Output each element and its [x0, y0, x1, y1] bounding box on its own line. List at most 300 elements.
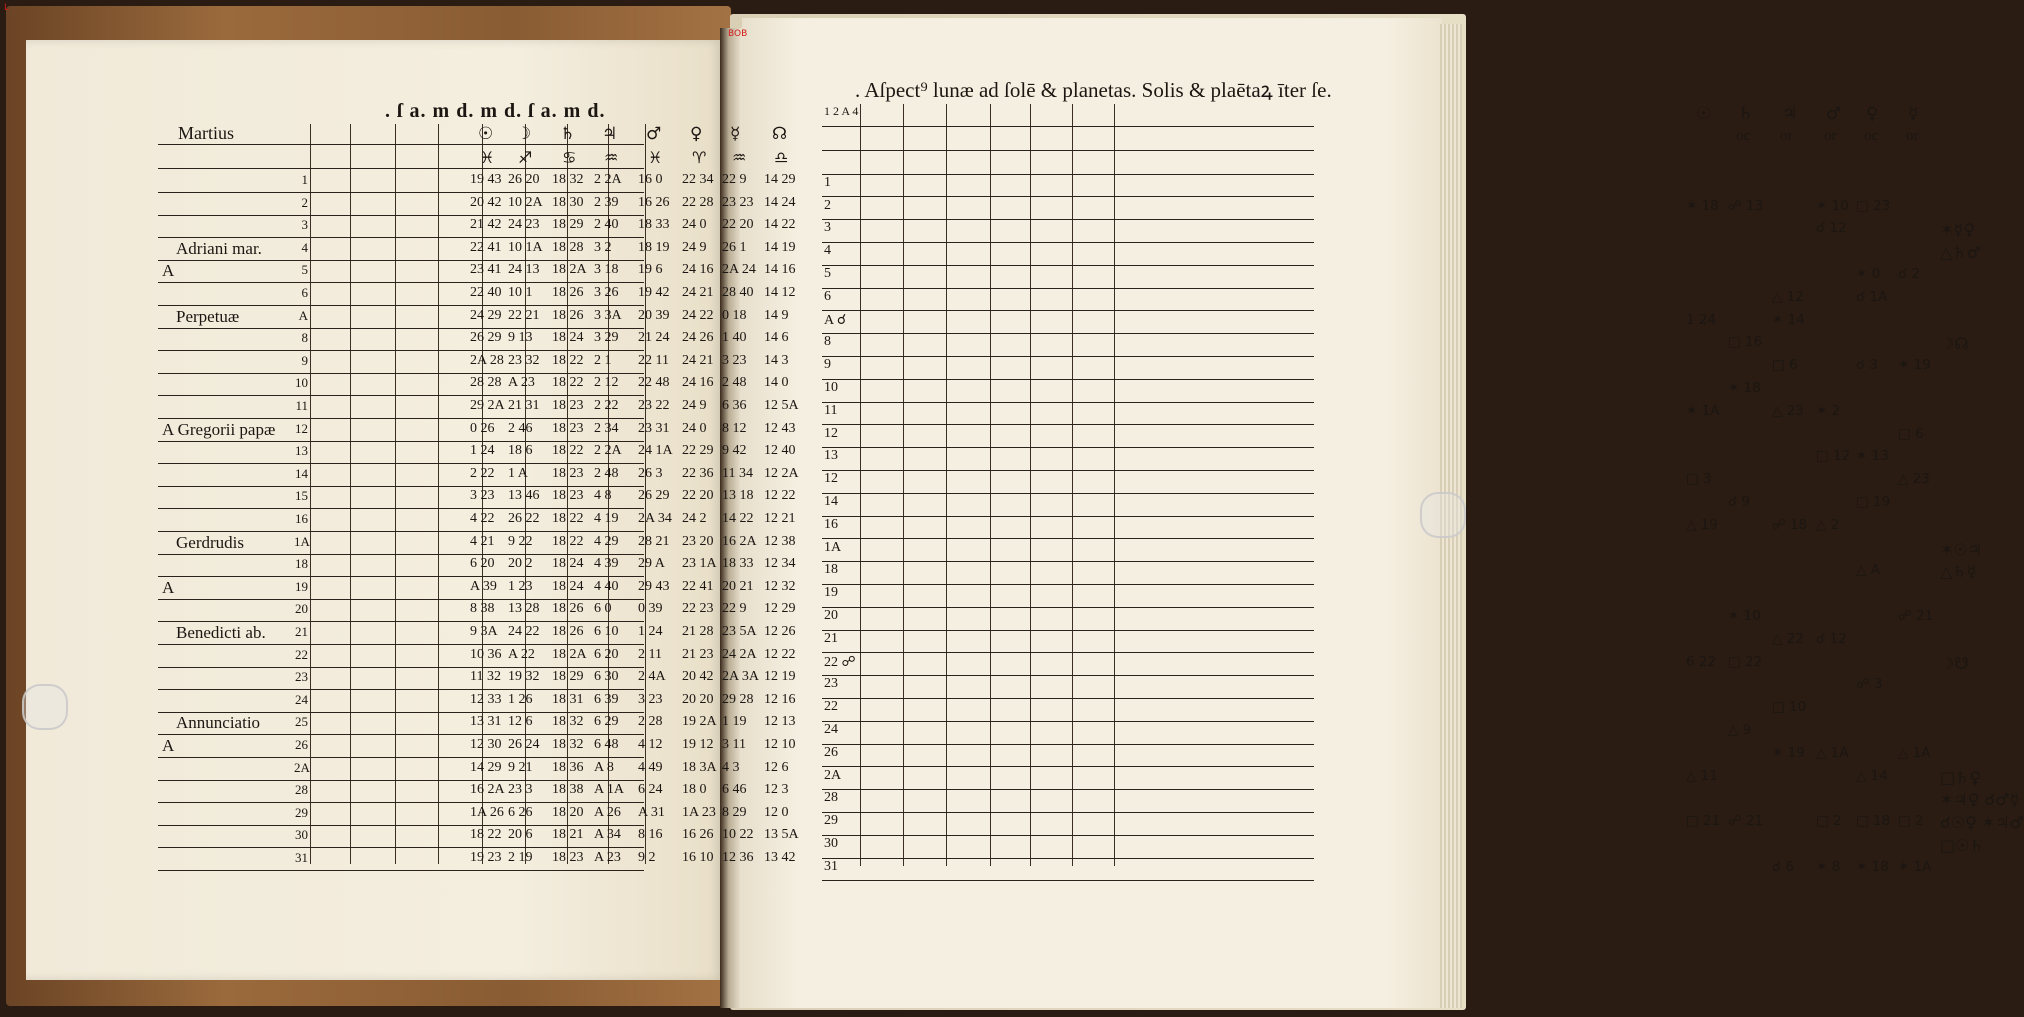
- ephemeris-value: 4 29: [594, 533, 619, 549]
- ephemeris-value: 18 2A: [552, 646, 587, 662]
- day-number: 5: [824, 266, 831, 281]
- aspect-value: 6 22: [1686, 653, 1717, 670]
- ephemeris-value: 19 2A: [682, 714, 717, 730]
- table-row: [158, 419, 796, 442]
- ephemeris-value: 2 40: [594, 217, 619, 233]
- aspect-value: □ 2: [1898, 813, 1924, 830]
- day-number: 8: [301, 330, 308, 346]
- day-number: 22 ☍: [824, 654, 856, 670]
- table-row: [158, 509, 796, 532]
- table-row: [158, 306, 789, 329]
- month-label: Martius: [178, 123, 234, 143]
- ephemeris-value: 10 1A: [508, 239, 543, 255]
- ephemeris-value: 2 48: [722, 375, 747, 391]
- aspects-row: [822, 469, 1930, 494]
- ephemeris-value: 18 26: [552, 624, 584, 639]
- aspect-value: □ 19: [1856, 494, 1891, 510]
- ephemeris-value: 8 29: [722, 804, 747, 820]
- aspect-value: □ 18: [1856, 813, 1891, 830]
- ephemeris-value: 18 26: [552, 307, 584, 323]
- ephemeris-value: 12 6: [764, 759, 789, 775]
- ephemeris-value: 14 16: [764, 262, 796, 278]
- ephemeris-value: 24 9: [682, 239, 707, 255]
- ephemeris-value: 12 0: [764, 804, 789, 820]
- ephemeris-value: 16 2A: [470, 782, 505, 798]
- ephemeris-value: 11 32: [470, 669, 501, 685]
- ephemeris-value: 24 22: [682, 307, 714, 323]
- ephemeris-value: 28 28: [470, 375, 502, 391]
- planet-symbol: ♂: [646, 124, 662, 144]
- day-number: 29: [295, 804, 308, 820]
- aspect-value: △ 1A: [1898, 744, 1931, 761]
- ephemeris-value: 12 3: [764, 782, 789, 798]
- table-row: [158, 441, 796, 464]
- aspects-row: [822, 811, 2024, 836]
- ephemeris-value: 13 31: [470, 714, 502, 730]
- ephemeris-value: 2 22: [594, 398, 619, 413]
- ephemeris-value: 26 20: [508, 172, 540, 187]
- ephemeris-value: 2 46: [508, 420, 533, 436]
- ephemeris-value: 6 39: [594, 691, 619, 707]
- ephemeris-value: 14 29: [470, 759, 502, 775]
- day-number: 26: [824, 744, 838, 760]
- ephemeris-value: 23 5A: [722, 624, 757, 639]
- saint-name: A: [162, 261, 175, 281]
- ephemeris-value: 12 34: [764, 556, 796, 572]
- ephemeris-value: 18 0: [682, 782, 707, 798]
- table-row: [158, 238, 796, 261]
- day-number: 23: [295, 669, 308, 685]
- ephemeris-value: 12 30: [470, 737, 502, 752]
- aspect-direction: or: [1780, 128, 1793, 144]
- ephemeris-value: 20 6: [508, 827, 533, 843]
- ephemeris-value: 20 21: [722, 578, 754, 594]
- table-row: [158, 554, 796, 577]
- aspects-row: [822, 150, 1314, 175]
- ephemeris-value: 24 21: [682, 352, 714, 368]
- day-number: 1: [301, 172, 308, 187]
- ephemeris-value: 19 12: [682, 737, 714, 752]
- ephemeris-value: 12 32: [764, 578, 796, 594]
- ephemeris-value: 1 24: [638, 624, 663, 639]
- planet-symbol: ♃: [602, 124, 618, 144]
- ephemeris-value: 14 19: [764, 239, 796, 255]
- table-row: [158, 848, 796, 871]
- ephemeris-value: 18 23: [552, 398, 584, 413]
- table-row: [158, 215, 796, 238]
- day-number: 16: [295, 511, 308, 526]
- day-number: 22: [824, 699, 838, 715]
- planet-symbol: ☽: [516, 124, 532, 144]
- ephemeris-value: 9 22: [508, 533, 533, 549]
- day-number: 2: [301, 194, 308, 210]
- aspects-row: [822, 652, 1969, 677]
- ephemeris-value: 16 10: [682, 850, 714, 865]
- table-row: [158, 599, 796, 622]
- aspect-value: □ 2: [1816, 813, 1842, 830]
- aspect-value: ☌ 9: [1728, 494, 1750, 510]
- ephemeris-value: 18 22: [552, 375, 584, 391]
- ephemeris-value: 1A 26: [470, 804, 504, 820]
- ephemeris-value: 19 23: [470, 850, 502, 865]
- ephemeris-value: 16 26: [638, 194, 670, 210]
- table-row: [158, 260, 796, 283]
- table-row: [158, 283, 796, 306]
- ephemeris-value: 3 11: [722, 737, 746, 752]
- page-clip-right: [1420, 492, 1466, 538]
- aspects-row: [822, 697, 1807, 722]
- aspects-row: [822, 560, 1977, 585]
- ephemeris-value: 18 3A: [682, 759, 717, 775]
- ephemeris-value: 18 22: [552, 533, 584, 549]
- ephemeris-value: 21 24: [638, 330, 670, 346]
- ephemeris-value: 14 22: [722, 511, 754, 526]
- ephemeris-value: 6 36: [722, 398, 747, 413]
- ephemeris-value: 21 23: [682, 646, 714, 662]
- ephemeris-value: 0 18: [722, 307, 747, 323]
- saint-name: Benedicti ab.: [176, 623, 266, 642]
- ephemeris-value: 12 33: [470, 691, 502, 707]
- ephemeris-value: A 1A: [594, 782, 624, 798]
- ephemeris-value: 12 6: [508, 714, 533, 730]
- day-number: 14: [295, 465, 308, 481]
- table-row: [158, 690, 796, 713]
- ephemeris-value: 28 40: [722, 285, 754, 300]
- aspects-row: [822, 424, 1924, 449]
- planet-symbol: ☿: [1908, 104, 1919, 124]
- ephemeris-value: 18 21: [552, 827, 584, 843]
- ephemeris-value: 14 22: [764, 217, 796, 233]
- ephemeris-value: 18 31: [552, 691, 584, 707]
- ephemeris-value: 24 22: [508, 624, 540, 639]
- aspect-value: □ 16: [1728, 334, 1763, 351]
- ephemeris-value: 18 22: [552, 443, 584, 459]
- ephemeris-value: 13 28: [508, 601, 540, 617]
- ephemeris-value: 26 29: [470, 330, 502, 346]
- ephemeris-value: 19 6: [638, 262, 663, 278]
- ephemeris-value: 4 8: [594, 488, 612, 504]
- ephemeris-value: 12 22: [764, 488, 796, 504]
- ephemeris-value: 6 10: [594, 624, 619, 639]
- ephemeris-value: 12 5A: [764, 398, 799, 413]
- ephemeris-value: 22 28: [682, 194, 714, 210]
- ephemeris-value: 13 18: [722, 488, 754, 504]
- aspect-value: △ 12: [1772, 288, 1804, 305]
- aspects-row: [822, 515, 1840, 540]
- ephemeris-value: A 26: [594, 804, 621, 820]
- aspect-value: □ 6: [1898, 425, 1924, 442]
- corner-mark-right: BOB: [728, 29, 748, 39]
- aspects-row: [822, 401, 1841, 426]
- ephemeris-value: 12 22: [764, 646, 796, 662]
- ephemeris-value: 23 23: [722, 194, 754, 210]
- aspects-row: [822, 310, 1805, 335]
- ephemeris-value: 2 12: [594, 375, 619, 391]
- ephemeris-value: 18 28: [552, 239, 584, 255]
- ephemeris-value: 24 26: [682, 330, 714, 346]
- ephemeris-value: 0 26: [470, 420, 495, 436]
- ephemeris-value: 22 41: [470, 239, 502, 255]
- ephemeris-value: 24 0: [682, 217, 707, 233]
- ephemeris-value: 1 40: [722, 330, 747, 346]
- table-row: [158, 193, 796, 216]
- ephemeris-value: 21 28: [682, 624, 714, 639]
- aspect-value: ✶ 14: [1772, 311, 1805, 328]
- day-number: 11: [824, 402, 838, 418]
- ephemeris-value: 22 36: [682, 465, 714, 481]
- ephemeris-value: 22 9: [722, 601, 747, 617]
- planet-symbol: ☉: [1696, 104, 1712, 124]
- planet-symbol: ♀: [1866, 104, 1879, 124]
- aspect-value: ✶ 18: [1856, 858, 1889, 875]
- day-number: 10: [295, 375, 308, 391]
- ephemeris-value: 29 43: [638, 578, 670, 594]
- day-number: 24: [295, 691, 308, 707]
- ephemeris-value: 14 29: [764, 172, 796, 187]
- planet-symbol: ☿: [730, 124, 741, 144]
- aspect-value: ☌☉♀ ✶♃♂: [1940, 813, 2024, 833]
- ephemeris-value: 22 40: [470, 285, 502, 300]
- ephemeris-value: 10 36: [470, 646, 502, 662]
- ephemeris-value: 2 34: [594, 420, 619, 436]
- aspects-row: [822, 241, 1981, 266]
- aspects-row: [822, 674, 1883, 699]
- aspect-value: □☉♄: [1940, 836, 1984, 855]
- table-row: [158, 373, 789, 396]
- table-row: [158, 780, 789, 803]
- ephemeris-value: 14 12: [764, 285, 796, 300]
- aspect-direction: oc: [1864, 128, 1879, 144]
- aspects-row: [822, 857, 1932, 882]
- day-number: 30: [824, 836, 838, 851]
- ephemeris-value: 4 12: [638, 737, 663, 752]
- aspect-value: ✶ 10: [1728, 608, 1761, 624]
- ephemeris-value: 26 22: [508, 511, 540, 526]
- ephemeris-value: 18 32: [552, 172, 584, 187]
- aspects-row: [822, 218, 1975, 243]
- ephemeris-value: 21 42: [470, 217, 502, 233]
- aspects-row: [822, 378, 1761, 403]
- ephemeris-value: 6 29: [594, 714, 619, 730]
- aspect-value: ☌ 3: [1856, 357, 1878, 374]
- ephemeris-value: 2 11: [638, 646, 662, 662]
- zodiac-sign-symbol: ♒: [732, 148, 747, 167]
- ephemeris-value: 18 6: [508, 443, 533, 459]
- month-label: 1 2 A 4: [824, 104, 859, 118]
- ephemeris-value: 6 48: [594, 737, 619, 752]
- ephemeris-value: 23 1A: [682, 556, 717, 572]
- aspect-value: ☽☊: [1940, 334, 1969, 354]
- table-row: [158, 170, 796, 193]
- ephemeris-value: 24 21: [682, 285, 714, 300]
- day-number: 6: [824, 288, 831, 304]
- ephemeris-value: 18 38: [552, 782, 584, 798]
- ephemeris-value: 8 38: [470, 601, 495, 617]
- ephemeris-value: 11 34: [722, 465, 753, 481]
- ephemeris-value: 20 20: [682, 691, 714, 707]
- ephemeris-value: 23 20: [682, 533, 714, 549]
- aspect-value: ☍ 13: [1728, 197, 1764, 214]
- table-row: [158, 464, 799, 487]
- table-row: [158, 667, 796, 690]
- aspects-row: [822, 629, 1847, 654]
- day-number: 1A: [824, 539, 842, 555]
- ephemeris-value: 9 42: [722, 443, 747, 459]
- ephemeris-value: 1 23: [508, 578, 533, 594]
- ephemeris-value: 12 40: [764, 443, 796, 459]
- ephemeris-value: 12 10: [764, 737, 796, 752]
- right-page-header: . Aſpect⁹ lunæ ad ſolē & planetas. Solis & plaētaꝝ īter ſe.: [855, 78, 1332, 102]
- aspect-value: △ 19: [1686, 516, 1718, 533]
- ephemeris-value: 4 21: [470, 533, 495, 549]
- aspect-value: ☍ 3: [1856, 676, 1883, 693]
- day-number: 21: [295, 624, 308, 639]
- day-number: 3: [824, 220, 831, 236]
- aspect-value: △♄☿: [1940, 562, 1977, 582]
- day-number: 3: [301, 217, 308, 233]
- table-row: [158, 825, 799, 848]
- aspects-header-row: [822, 102, 1919, 127]
- aspect-value: ☌ 12: [1816, 220, 1847, 237]
- ephemeris-value: 12 29: [764, 601, 796, 617]
- aspect-value: ☌ 6: [1772, 858, 1794, 875]
- ephemeris-value: A 22: [508, 646, 535, 662]
- table-header-row: [158, 122, 788, 145]
- ephemeris-value: 24 9: [682, 398, 707, 413]
- zodiac-sign-symbol: ♎: [774, 148, 789, 167]
- aspects-row: [822, 287, 1888, 312]
- ephemeris-value: A 31: [638, 804, 665, 820]
- aspects-row: [822, 264, 1920, 289]
- day-number: 22: [295, 646, 308, 662]
- ephemeris-value: 8 12: [722, 420, 747, 436]
- table-row: [158, 577, 796, 600]
- day-number: 12: [824, 471, 838, 487]
- zodiac-sign-symbol: ♓: [480, 148, 495, 167]
- aspect-value: ✶ 10: [1816, 197, 1849, 214]
- table-row: [158, 803, 789, 826]
- planet-symbol: ♀: [690, 124, 703, 144]
- ephemeris-value: 20 2: [508, 556, 533, 572]
- ephemeris-value: 12 36: [722, 850, 754, 865]
- day-number: 1A: [294, 533, 310, 549]
- day-number: 5: [301, 262, 308, 278]
- ephemeris-value: 2A 28: [470, 352, 504, 368]
- ephemeris-value: 24 0: [682, 420, 707, 436]
- ephemeris-value: 22 29: [682, 443, 714, 459]
- day-number: 6: [301, 285, 308, 300]
- ephemeris-value: 24 29: [470, 307, 502, 323]
- corner-mark-left: L: [4, 3, 10, 13]
- ephemeris-value: 22 21: [508, 307, 540, 323]
- aspects-row: [822, 355, 1931, 380]
- ephemeris-value: 14 3: [764, 352, 789, 368]
- ephemeris-value: 2A 3A: [722, 669, 759, 685]
- planet-symbol: ♄: [560, 124, 576, 144]
- ephemeris-value: 3 29: [594, 330, 619, 346]
- aspect-direction: or: [1824, 128, 1837, 144]
- ephemeris-value: 1 26: [508, 691, 533, 707]
- ephemeris-value: 18 22: [552, 511, 584, 526]
- ephemeris-value: 12 13: [764, 714, 796, 730]
- day-number: 14: [824, 494, 838, 509]
- page-clip-left: [22, 684, 68, 730]
- aspect-value: ✶ 18: [1728, 380, 1761, 396]
- ephemeris-value: 6 24: [638, 782, 663, 798]
- day-number: 11: [295, 398, 308, 413]
- aspects-row: [822, 766, 1982, 791]
- ephemeris-value: 24 23: [508, 217, 540, 233]
- aspect-value: ☍ 18: [1772, 516, 1808, 533]
- ephemeris-value: 4 3: [722, 759, 740, 775]
- day-number: 24: [824, 722, 838, 737]
- aspects-row: [822, 720, 1752, 745]
- zodiac-sign-symbol: ♐: [518, 148, 533, 167]
- aspect-value: ☽☋: [1940, 653, 1969, 673]
- ephemeris-value: 6 0: [594, 601, 612, 617]
- aspect-value: ☌ 12: [1816, 630, 1847, 647]
- planet-symbol: ☉: [478, 124, 494, 144]
- ephemeris-value: 2 2A: [594, 443, 622, 459]
- ephemeris-value: 2A 34: [638, 511, 672, 526]
- ephemeris-value: 6 26: [508, 804, 533, 820]
- ephemeris-value: 2 2A: [594, 172, 622, 187]
- left-page-header: . ſ a. m d. m d. ſ a. m d.: [385, 100, 606, 122]
- aspect-value: □ 12: [1816, 448, 1851, 465]
- ephemeris-value: 23 32: [508, 352, 540, 368]
- ephemeris-value: 4 19: [594, 511, 619, 526]
- ephemeris-value: 23 31: [638, 420, 670, 436]
- aspect-value: □ 6: [1772, 357, 1798, 374]
- ephemeris-value: 9 3A: [470, 624, 498, 639]
- day-number: 2A: [294, 759, 310, 775]
- ephemeris-value: 14 9: [764, 307, 789, 323]
- ephemeris-value: 18 19: [638, 239, 670, 255]
- ephemeris-value: 6 20: [594, 646, 619, 662]
- ephemeris-value: 18 24: [552, 578, 584, 594]
- day-number: 1: [824, 174, 831, 190]
- ephemeris-value: 22 11: [638, 352, 669, 368]
- ephemeris-value: 12 2A: [764, 465, 799, 481]
- ephemeris-value: 16 26: [682, 827, 714, 843]
- aspects-row: [822, 332, 1969, 357]
- table-row: [158, 645, 796, 668]
- ephemeris-value: 18 32: [552, 737, 584, 752]
- planet-symbol: ☊: [772, 124, 788, 144]
- ephemeris-value: 3 2: [594, 239, 612, 255]
- ephemeris-value: 22 9: [722, 172, 747, 187]
- ephemeris-value: 3 23: [638, 691, 663, 707]
- ephemeris-value: 18 33: [638, 217, 670, 233]
- saint-name: A Gregorii papæ: [162, 419, 276, 439]
- aspect-value: ✶ 13: [1856, 448, 1889, 465]
- zodiac-sign-symbol: ♋: [562, 148, 577, 167]
- day-number: 20: [824, 608, 838, 623]
- ephemeris-value: 4 40: [594, 578, 619, 594]
- ephemeris-value: 26 1: [722, 239, 747, 255]
- zodiac-sign-symbol: ♒: [604, 148, 619, 167]
- saint-name: Adriani mar.: [176, 238, 262, 258]
- aspect-value: △ 11: [1686, 767, 1718, 784]
- ephemeris-value: 3 23: [470, 488, 495, 504]
- ephemeris-value: 10 22: [722, 827, 754, 843]
- day-number: 2A: [824, 767, 842, 783]
- ephemeris-value: 18 36: [552, 759, 584, 775]
- planet-symbol: ♄: [1738, 104, 1754, 124]
- aspect-value: □ 10: [1772, 699, 1807, 716]
- ephemeris-value: 18 33: [722, 556, 754, 572]
- ephemeris-value: 9 21: [508, 759, 533, 775]
